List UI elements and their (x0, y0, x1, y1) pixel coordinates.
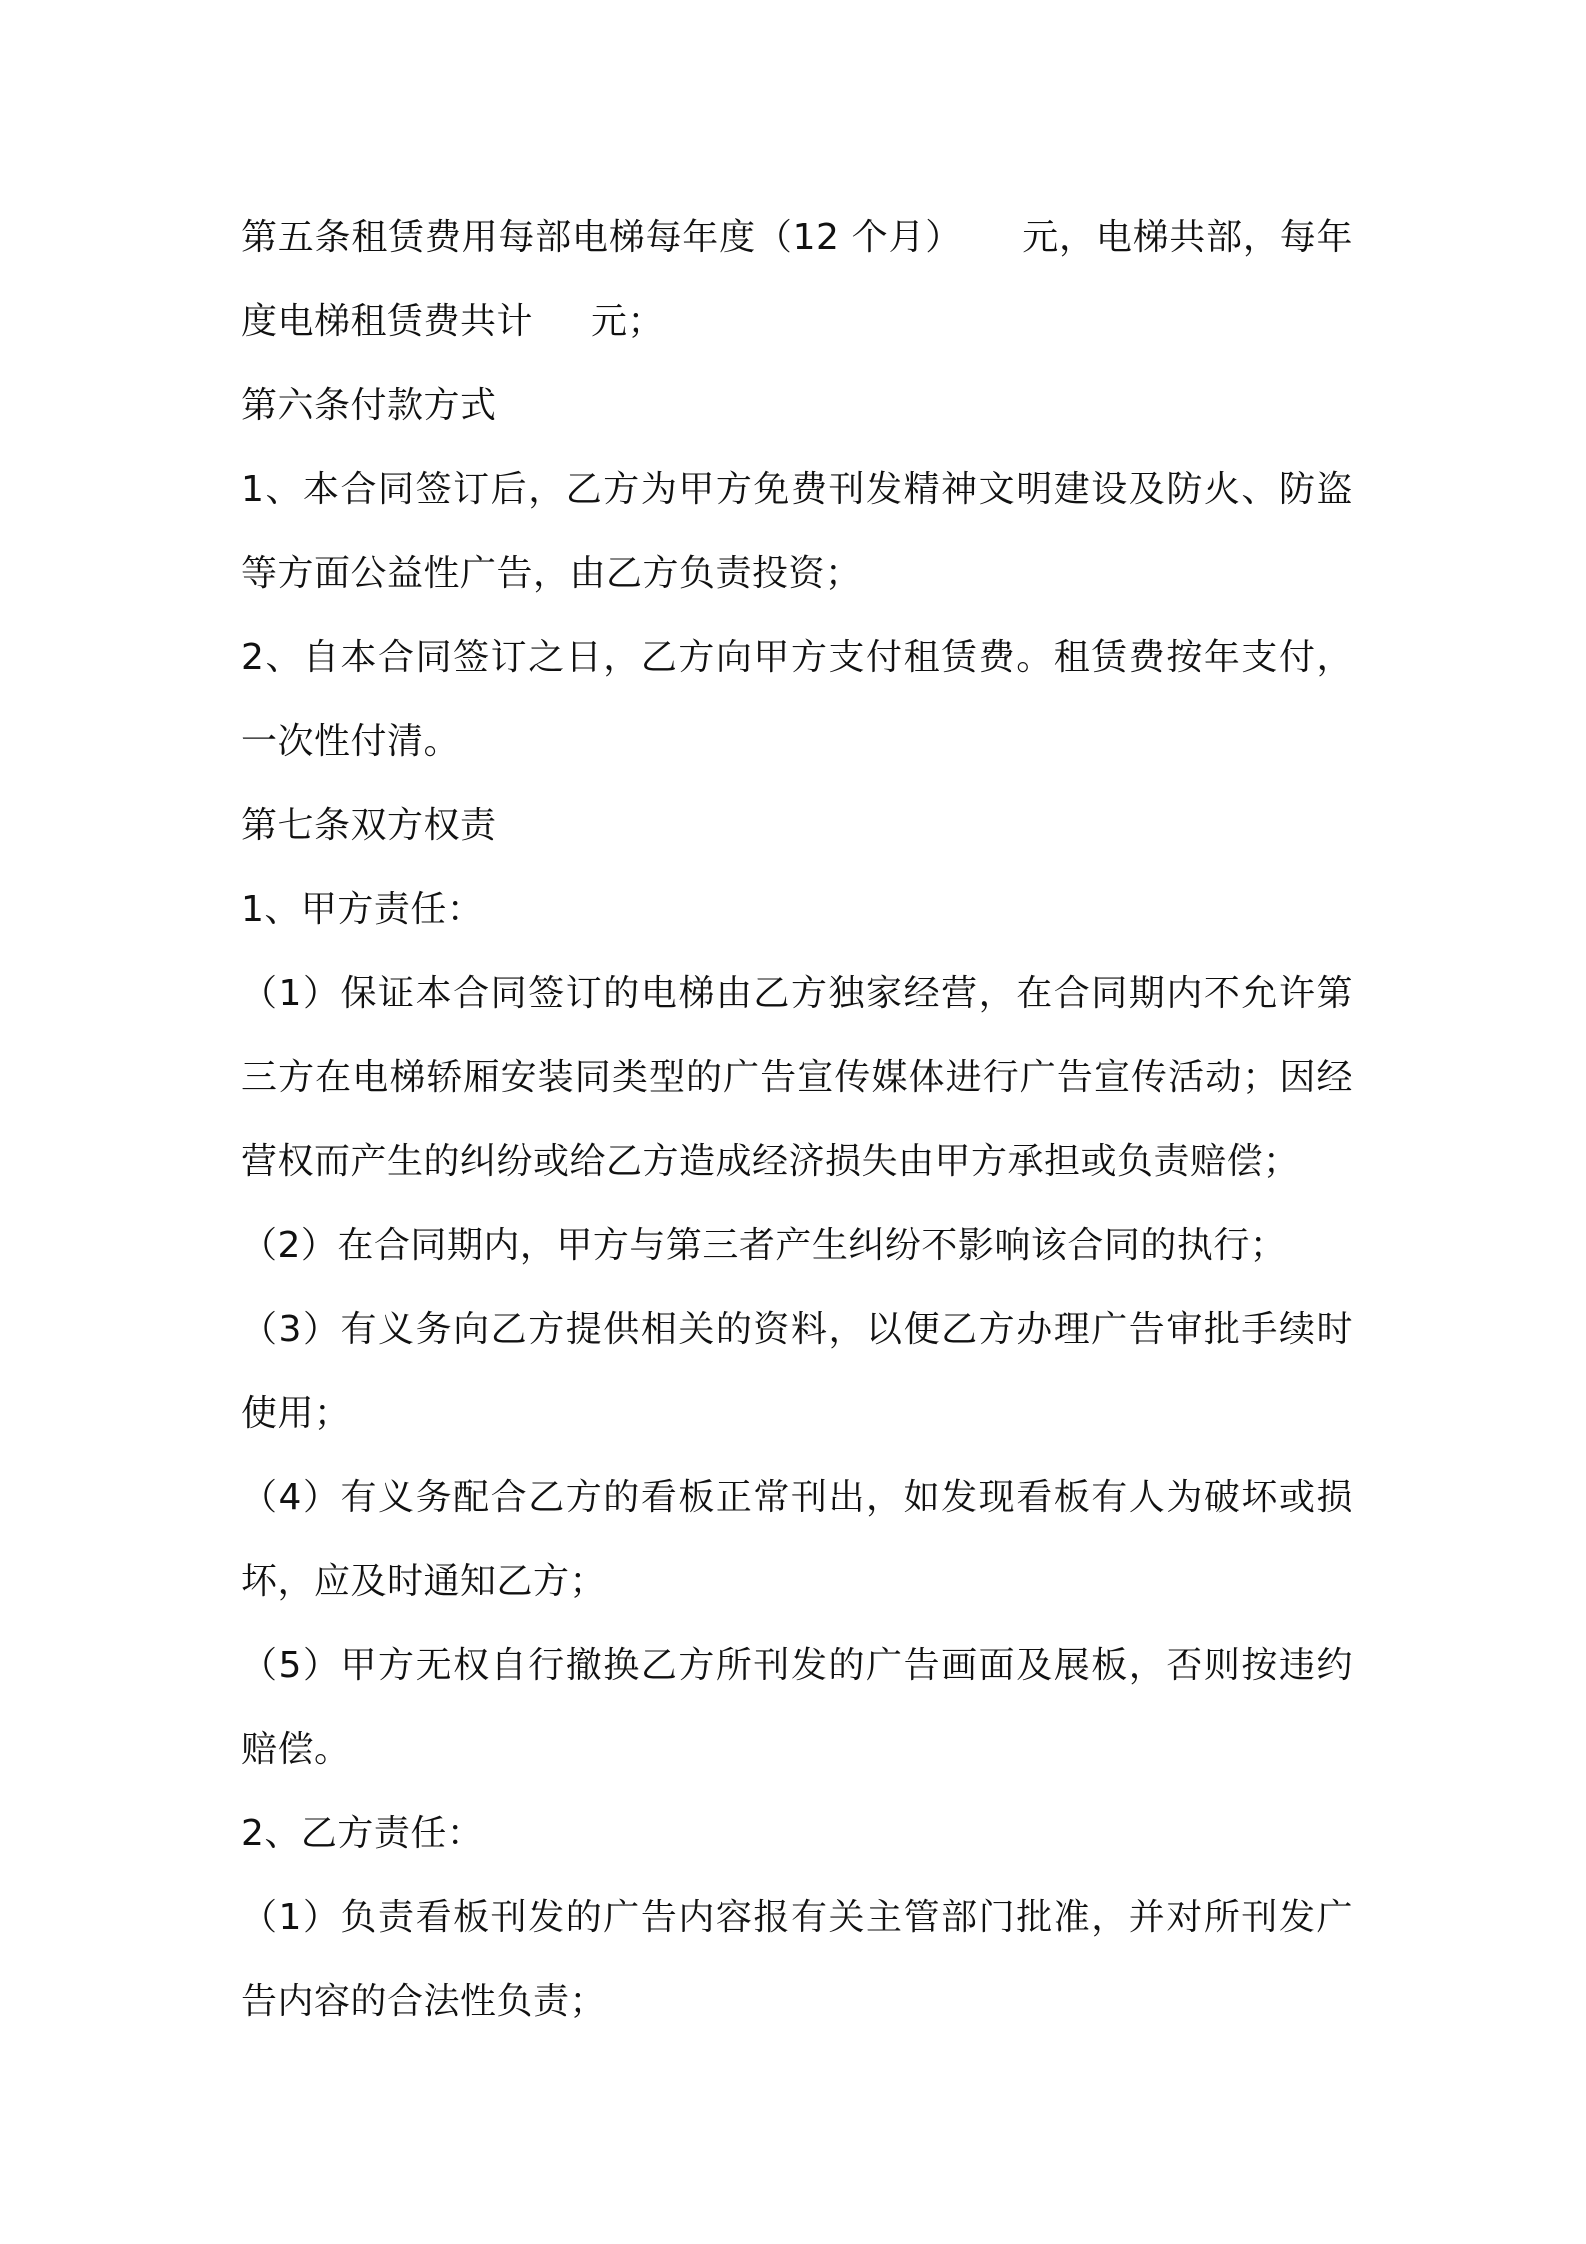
party-b-item1-line2: 告内容的合法性负责； (241, 1981, 607, 2022)
article7-title: 第七条双方权责 (241, 805, 497, 846)
article5-text: 元，电梯共部，每年 (1022, 217, 1353, 258)
party-a-item5-line1: （5）甲方无权自行撤换乙方所刊发的广告画面及展板，否则按违约 (241, 1645, 1353, 1686)
article5-line1 (241, 196, 1353, 280)
party-a-item4-line2: 坏，应及时通知乙方； (241, 1561, 607, 1602)
party-a-item1-line1: （1）保证本合同签订的电梯由乙方独家经营，在合同期内不允许第 (241, 973, 1353, 1014)
party-a-item1-line3: 营权而产生的纠纷或给乙方造成经济损失由甲方承担或负责赔偿； (241, 1141, 1300, 1182)
article6-item2-line1: 2、自本合同签订之日，乙方向甲方支付租赁费。租赁费按年支付， (241, 637, 1353, 678)
party-b-item1-line1: （1）负责看板刊发的广告内容报有关主管部门批准，并对所刊发广 (241, 1897, 1353, 1938)
article5-text: 第五条租赁费用每部电梯每年度（12 个月） (241, 217, 962, 258)
party-a-item2-line1: （2）在合同期内，甲方与第三者产生纠纷不影响该合同的执行； (241, 1225, 1287, 1266)
party-a-item4-line1: （4）有义务配合乙方的看板正常刊出，如发现看板有人为破坏或损 (241, 1477, 1353, 1518)
party-b-title: 2、乙方责任： (241, 1813, 484, 1854)
party-a-item3-line1: （3）有义务向乙方提供相关的资料，以便乙方办理广告审批手续时 (241, 1309, 1353, 1350)
party-a-item5-line2: 赔偿。 (241, 1729, 351, 1770)
article5-text: 度电梯租赁费共计 (241, 301, 534, 342)
document-body (241, 196, 1353, 2044)
party-a-item3-line2: 使用； (241, 1393, 351, 1434)
article6-title: 第六条付款方式 (241, 385, 497, 426)
party-a-title: 1、甲方责任： (241, 889, 484, 930)
party-a-item1-line2: 三方在电梯轿厢安装同类型的广告宣传媒体进行广告宣传活动；因经 (241, 1057, 1353, 1098)
article6-item2-line2: 一次性付清。 (241, 721, 461, 762)
article5-text: 元； (591, 301, 665, 342)
article5-line2 (241, 280, 1353, 364)
article6-item1-line1: 1、本合同签订后，乙方为甲方免费刊发精神文明建设及防火、防盗 (241, 469, 1353, 510)
article6-item1-line2: 等方面公益性广告，由乙方负责投资； (241, 553, 862, 594)
